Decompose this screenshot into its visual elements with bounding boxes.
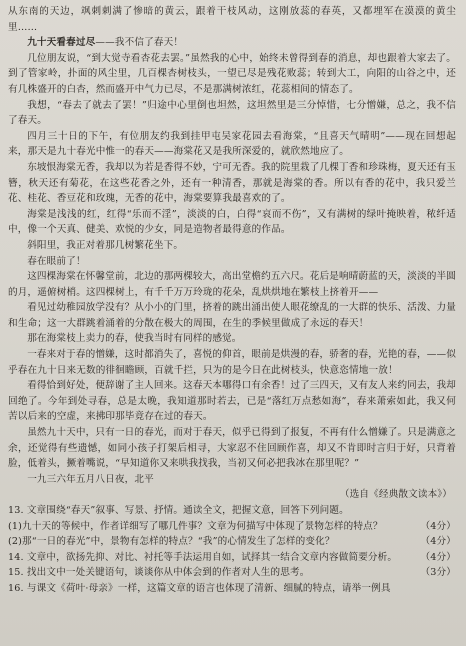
paragraph-text: 海棠是浅浅的红，红得“乐而不淫”，淡淡的白，白得“哀而不伤”，又有满树的绿叶掩映着，秾纤适中，像一个天真、健美、欢悦的少女，同是造物者最得意的作品。 bbox=[8, 208, 456, 236]
essay-paragraph bbox=[8, 207, 456, 238]
question-points: （4分） bbox=[420, 536, 456, 548]
question-points: （3分） bbox=[420, 567, 456, 579]
essay-paragraph bbox=[8, 160, 456, 207]
question-text: 16. 与课文《荷叶·母亲》一样，这篇文章的语言也体现了清新、细腻的特点，请举一例具 bbox=[8, 582, 391, 594]
essay-body bbox=[8, 4, 456, 487]
essay-paragraph bbox=[8, 269, 456, 300]
question-text: (1)九十天的等候中，作者详细写了哪几件事？文章为何描写中体现了景物怎样的特点？ bbox=[8, 520, 383, 532]
essay-paragraph bbox=[8, 238, 456, 254]
paragraph-text: ——我不信了春天！ bbox=[95, 37, 184, 49]
essay-paragraph bbox=[8, 378, 456, 425]
paragraph-text: 那在海棠枝上卖力的春，使我当时有同样的感觉。 bbox=[27, 333, 242, 345]
question-item bbox=[8, 503, 456, 519]
question-text: (2)那“一日的春光”中，景物有怎样的特点？“我”的心情发生了怎样的变化？ bbox=[8, 536, 335, 548]
paragraph-text: 几位朋友说，“到大觉寺看杏花去罢。”虽然我的心中，始终未曾得到春的消息，却也跟着大家去了。到了管家岭，扑面的风尘里，几百棵杏树枝头，一望已尽是残花败蕊；转到大工，向阳的山谷之中，还有几株盛开的白杏，然而盛开中气力已尽，不是那满树浓红，花蕊相间的情态了。 bbox=[8, 52, 456, 95]
essay-paragraph bbox=[8, 129, 456, 160]
section-heading: 九十天看春过尽 bbox=[27, 37, 96, 49]
question-points: （4分） bbox=[420, 520, 456, 532]
paragraph-text: 东坡恨海棠无香，我却以为若是香得不妙，宁可无香。我的院里栽了几棵丁香和珍珠梅，夏天还有玉簪，秋天还有菊花，在这些花香之外，还有一种清香，那就是海棠的香。所以有香的花中，我只爱兰花、桂花、香豆花和玫瑰，无香的花中，海棠要算我最喜欢的了。 bbox=[8, 161, 456, 205]
essay-paragraph bbox=[8, 347, 456, 378]
paragraph-text: 斜阳里，我正对着那几树繁花坐下。 bbox=[27, 239, 184, 251]
question-text: 14. 文章中，欲扬先抑、对比、衬托等手法运用自如，试择其一结合文章内容做简要分析。 bbox=[8, 551, 398, 563]
question-item bbox=[8, 519, 456, 535]
essay-paragraph bbox=[8, 4, 456, 35]
question-text: 15. 找出文中一处关键语句，谈谈你从中体会到的作者对人生的思考。 bbox=[8, 567, 310, 579]
paragraph-text: 我想，“春去了就去了罢！”归途中心里倒也坦然，这坦然里是三分悼惜，七分憎嫌，总之，我不信了春天。 bbox=[8, 99, 456, 127]
essay-paragraph bbox=[8, 35, 456, 51]
paragraph-text: 虽然九十天中，只有一日的春光，而对于春天，似乎已得到了报复，不再有什么憎嫌了。只是满意之余，还觉得有些遗憾，如同小孩子打架后相寻，大家忍不住回顾作喜，却又不肯即时言归于好，只背着脸，低着头，撅着嘴说，“早知道你又来哄我找我，当初又何必把我冰在那里呢？” bbox=[8, 427, 456, 470]
question-text: 13. 文章围绕“春天”叙事、写景、抒情。通读全文，把握文意，回答下列问题。 bbox=[8, 505, 349, 516]
question-item bbox=[8, 581, 456, 597]
essay-paragraph bbox=[8, 51, 456, 98]
paragraph-text: 一春来对于春的憎嫌，这时都消失了，喜悦的仰首，眼前是烘漫的春，骄奢的春，光艳的春，——似乎春在九十日来无数的徘徊瞻顾，百就千拦，只为的是今日在此树枝头，快意恣情地一放！ bbox=[8, 349, 456, 376]
essay-paragraph bbox=[8, 425, 456, 472]
paragraph-text: 看见过幼稚园放学没有？从小小的门里，挤着的跳出涌出使人眼花缭乱的一大群的快乐、活泼、力量和生命；这一大群跳着涌着的分散在极大的周围，在生的季候里做成了永远的春天！ bbox=[8, 302, 456, 329]
question-item bbox=[8, 565, 456, 581]
question-item bbox=[8, 550, 456, 566]
questions-section bbox=[8, 503, 456, 597]
question-points: （4分） bbox=[420, 551, 456, 563]
paragraph-text: 这四棵海棠在怀馨堂前，北边的那两棵较大，高出堂檐约五六尺。花后是响晴蔚蓝的天，淡淡的半圆的月，遥俯树梢。这四棵树上，有千千万万玲珑的花朵，乱烘烘地在繁枝上挤着开—— bbox=[8, 271, 456, 298]
essay-date-line bbox=[8, 472, 456, 488]
essay-paragraph bbox=[8, 331, 456, 347]
paragraph-text: 四月三十日的下午，有位朋友约我到挂甲屯吴家花园去看海棠，“且喜天气晴明”——现在回想起来，那天是九十春光中惟一的春天——海棠花又是我所深爱的，就欣然地应了。 bbox=[8, 130, 456, 158]
source-citation: （选自《经典散文读本》） bbox=[339, 489, 452, 501]
paragraph-text: 春在眼前了！ bbox=[27, 255, 86, 267]
essay-paragraph bbox=[8, 300, 456, 331]
date-text: 一九三六年五月八日夜，北平 bbox=[27, 473, 154, 485]
essay-paragraph bbox=[8, 254, 456, 270]
question-item bbox=[8, 534, 456, 550]
essay-paragraph bbox=[8, 98, 456, 129]
paragraph-text: 从东南的天边，飒刺刺满了惨暗的黄云，跟着干枝风动，这刚放蕊的春英，又都埋军在漠漠的黄尘里…… bbox=[8, 6, 456, 33]
paragraph-text: 看得恰到好处，便辞谢了主人回来。这春天本哪得口有余香！过了三四天，又有友人来约同去，我却回绝了。今年到处寻春，总是太晚，我知道那时若去，已是“落红万点愁如海”，春来萧索如此，我又何苦以后来的空虚，来拂印那毕竟存在过的春天。 bbox=[8, 380, 456, 423]
